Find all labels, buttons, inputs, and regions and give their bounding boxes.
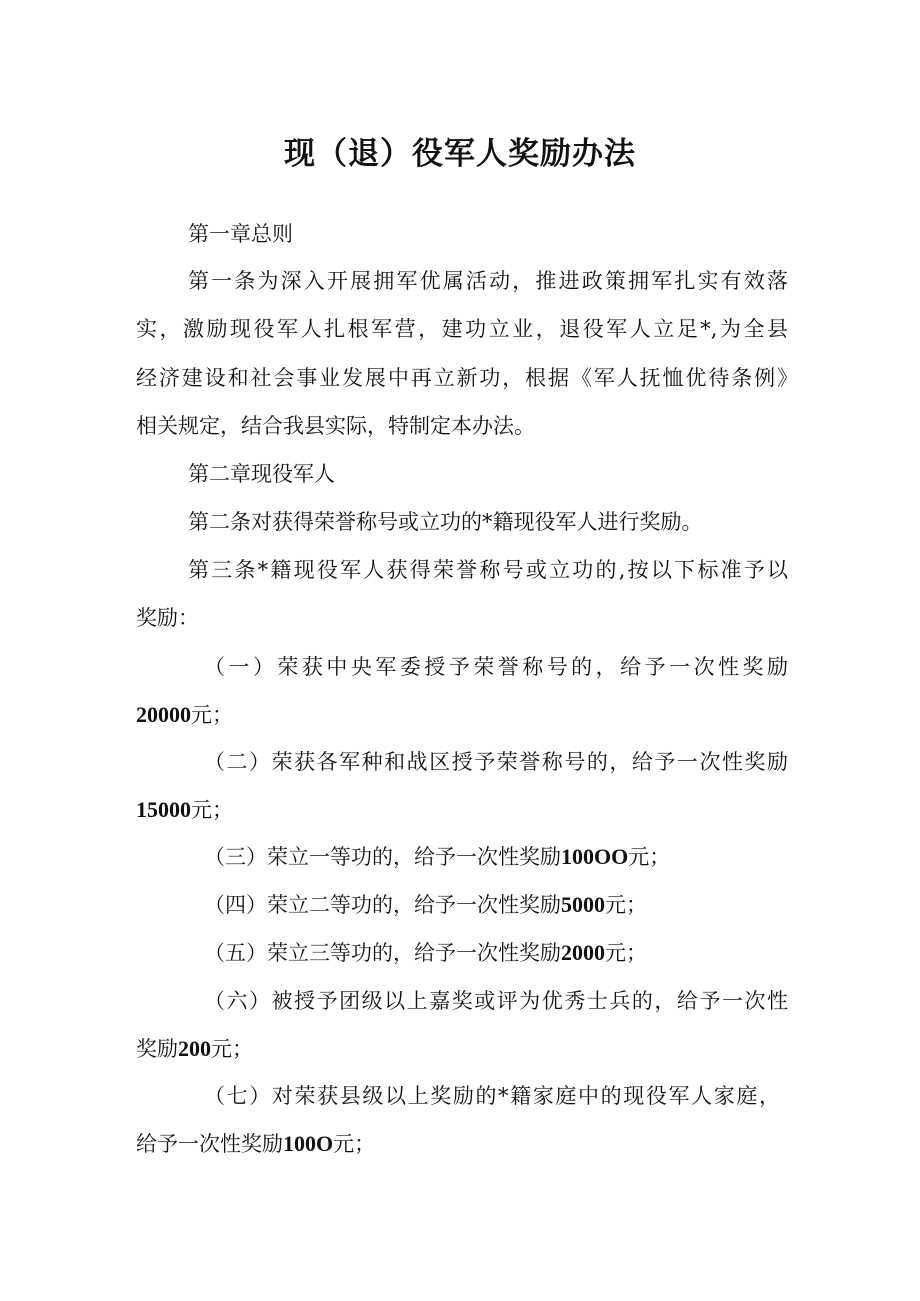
reward-amount: 2000	[561, 940, 605, 965]
reward-item-6: （六）被授予团级以上嘉奖或评为优秀士兵的，给予一次性	[204, 989, 788, 1013]
article2: 第二条对获得荣誉称号或立功的*籍现役军人进行奖励。	[188, 510, 703, 534]
reward-amount: 200	[178, 1036, 211, 1061]
reward-text: （五）荣立三等功的，给予一次性奖励	[204, 941, 561, 965]
chapter-heading-2: 第二章现役军人	[188, 462, 335, 486]
reward-unit: 元；	[333, 1132, 376, 1156]
reward-text: （三）荣立一等功的，给予一次性奖励	[204, 845, 561, 869]
reward-item-1: （一）荣获中央军委授予荣誉称号的，给予一次性奖励	[204, 655, 788, 679]
reward-prefix: 奖励	[136, 1037, 178, 1061]
reward-amount: 20000	[136, 702, 191, 727]
chapter-heading-1: 第一章总则	[188, 222, 293, 246]
reward-item-2: （二）荣获各军种和战区授予荣誉称号的，给予一次性奖励	[204, 750, 788, 774]
reward-prefix: 给予一次性奖励	[136, 1132, 283, 1156]
reward-amount: 15000	[136, 797, 191, 822]
reward-unit: 元；	[191, 798, 233, 822]
reward-unit: 元；	[191, 703, 233, 727]
reward-unit: 元；	[628, 845, 671, 869]
reward-unit: 元；	[605, 893, 647, 917]
reward-item-5	[204, 939, 647, 967]
reward-item-6-amount-line	[136, 1035, 253, 1063]
reward-amount: 100OO	[561, 844, 629, 869]
reward-item-1-amount-line	[136, 701, 233, 729]
article1-line4: 相关规定，结合我县实际，特制定本办法。	[136, 414, 535, 438]
article3-line1: 第三条*籍现役军人获得荣誉称号或立功的,按以下标准予以	[188, 558, 788, 582]
reward-item-7-amount-line	[136, 1130, 375, 1158]
reward-item-2-amount-line	[136, 796, 233, 824]
reward-text: （四）荣立二等功的，给予一次性奖励	[204, 893, 561, 917]
reward-item-7: （七）对荣获县级以上奖励的*籍家庭中的现役军人家庭，	[204, 1084, 780, 1108]
document-title: 现（退）役军人奖励办法	[284, 136, 636, 172]
article1-line2: 实，激励现役军人扎根军营，建功立业，退役军人立足*,为全县	[136, 317, 788, 341]
reward-item-3	[204, 843, 670, 871]
reward-amount: 5000	[561, 892, 605, 917]
article1-line1: 第一条为深入开展拥军优属活动，推进政策拥军扎实有效落	[188, 269, 788, 293]
reward-amount: 100O	[283, 1131, 334, 1156]
reward-unit: 元；	[211, 1037, 253, 1061]
article3-line2: 奖励：	[136, 606, 199, 630]
reward-item-4	[204, 891, 647, 919]
article1-line3: 经济建设和社会事业发展中再立新功，根据《军人抚恤优待条例》	[136, 366, 798, 390]
reward-unit: 元；	[605, 941, 647, 965]
